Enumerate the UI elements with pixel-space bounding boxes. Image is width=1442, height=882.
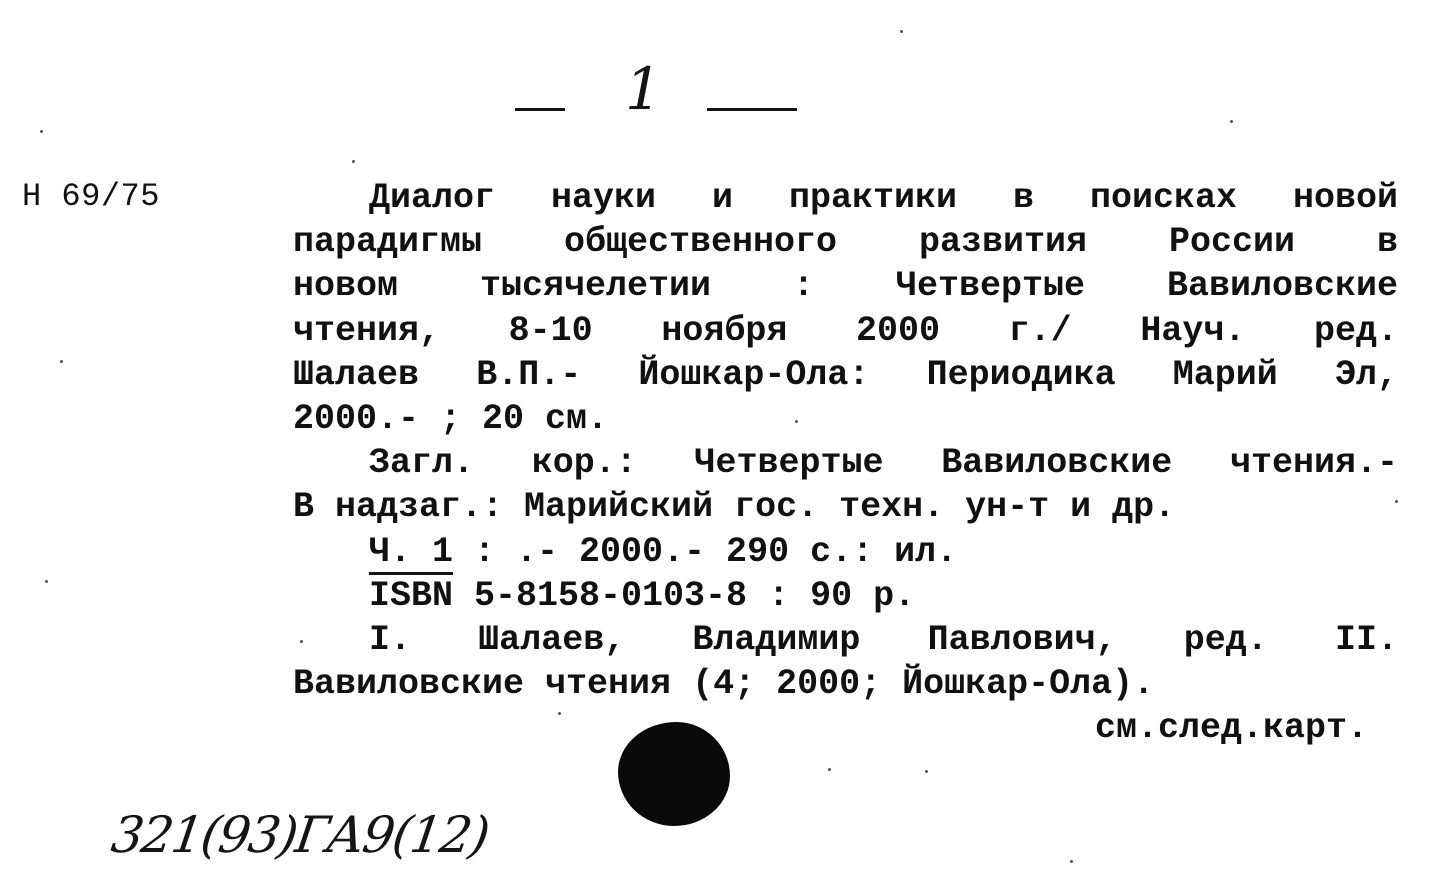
isbn-line: ISBN 5-8158-0103-8 : 90 р. bbox=[369, 575, 916, 616]
right-dash bbox=[707, 108, 797, 111]
speck bbox=[558, 712, 561, 715]
body-line: чтения, 8-10 ноября 2000 г./ Науч. ред. bbox=[293, 310, 1398, 351]
speck bbox=[828, 768, 831, 771]
body-line: парадигмы общественного развития России в bbox=[293, 222, 1398, 263]
speck bbox=[795, 420, 798, 423]
classification-code: 321(93)ГА9(12) bbox=[107, 806, 492, 864]
continued-note: см.след.карт. bbox=[1094, 708, 1368, 749]
body-line: Диалог науки и практики в поисках новой bbox=[369, 178, 1398, 218]
page-number-mark bbox=[515, 55, 805, 130]
tracing-line: I. Шалаев, Владимир Павлович, ред. II. bbox=[369, 619, 1398, 660]
speck bbox=[1070, 860, 1073, 863]
punch-hole bbox=[618, 722, 730, 826]
speck bbox=[60, 360, 63, 363]
body-line: Шалаев В.П.- Йошкар-Ола: Периодика Марий Эл, bbox=[293, 354, 1398, 395]
speck bbox=[352, 160, 355, 163]
speck bbox=[1230, 120, 1233, 123]
part-line bbox=[293, 530, 1398, 574]
speck bbox=[45, 580, 48, 583]
speck bbox=[300, 640, 303, 643]
note-line: В надзаг.: Марийский гос. техн. ун-т и др. bbox=[293, 487, 1176, 528]
part-details: : .- 2000.- 290 с.: ил. bbox=[453, 531, 958, 572]
speck bbox=[1395, 500, 1398, 503]
part-label: Ч. 1 bbox=[369, 532, 453, 575]
body-line: новом тысячелетии : Четвертые Вавиловские bbox=[293, 266, 1398, 307]
speck bbox=[40, 130, 43, 133]
page-number: 1 bbox=[625, 55, 662, 123]
speck bbox=[900, 30, 903, 33]
bibliographic-description bbox=[293, 176, 1398, 750]
note-line: Загл. кор.: Четвертые Вавиловские чтения.- bbox=[369, 443, 1398, 484]
tracing-line: Вавиловские чтения (4; 2000; Йошкар-Ола). bbox=[293, 664, 1155, 705]
shelf-mark: Н 69/75 bbox=[22, 178, 160, 215]
speck bbox=[925, 770, 928, 773]
left-dash bbox=[515, 108, 565, 111]
body-line: 2000.- ; 20 см. bbox=[293, 398, 609, 439]
